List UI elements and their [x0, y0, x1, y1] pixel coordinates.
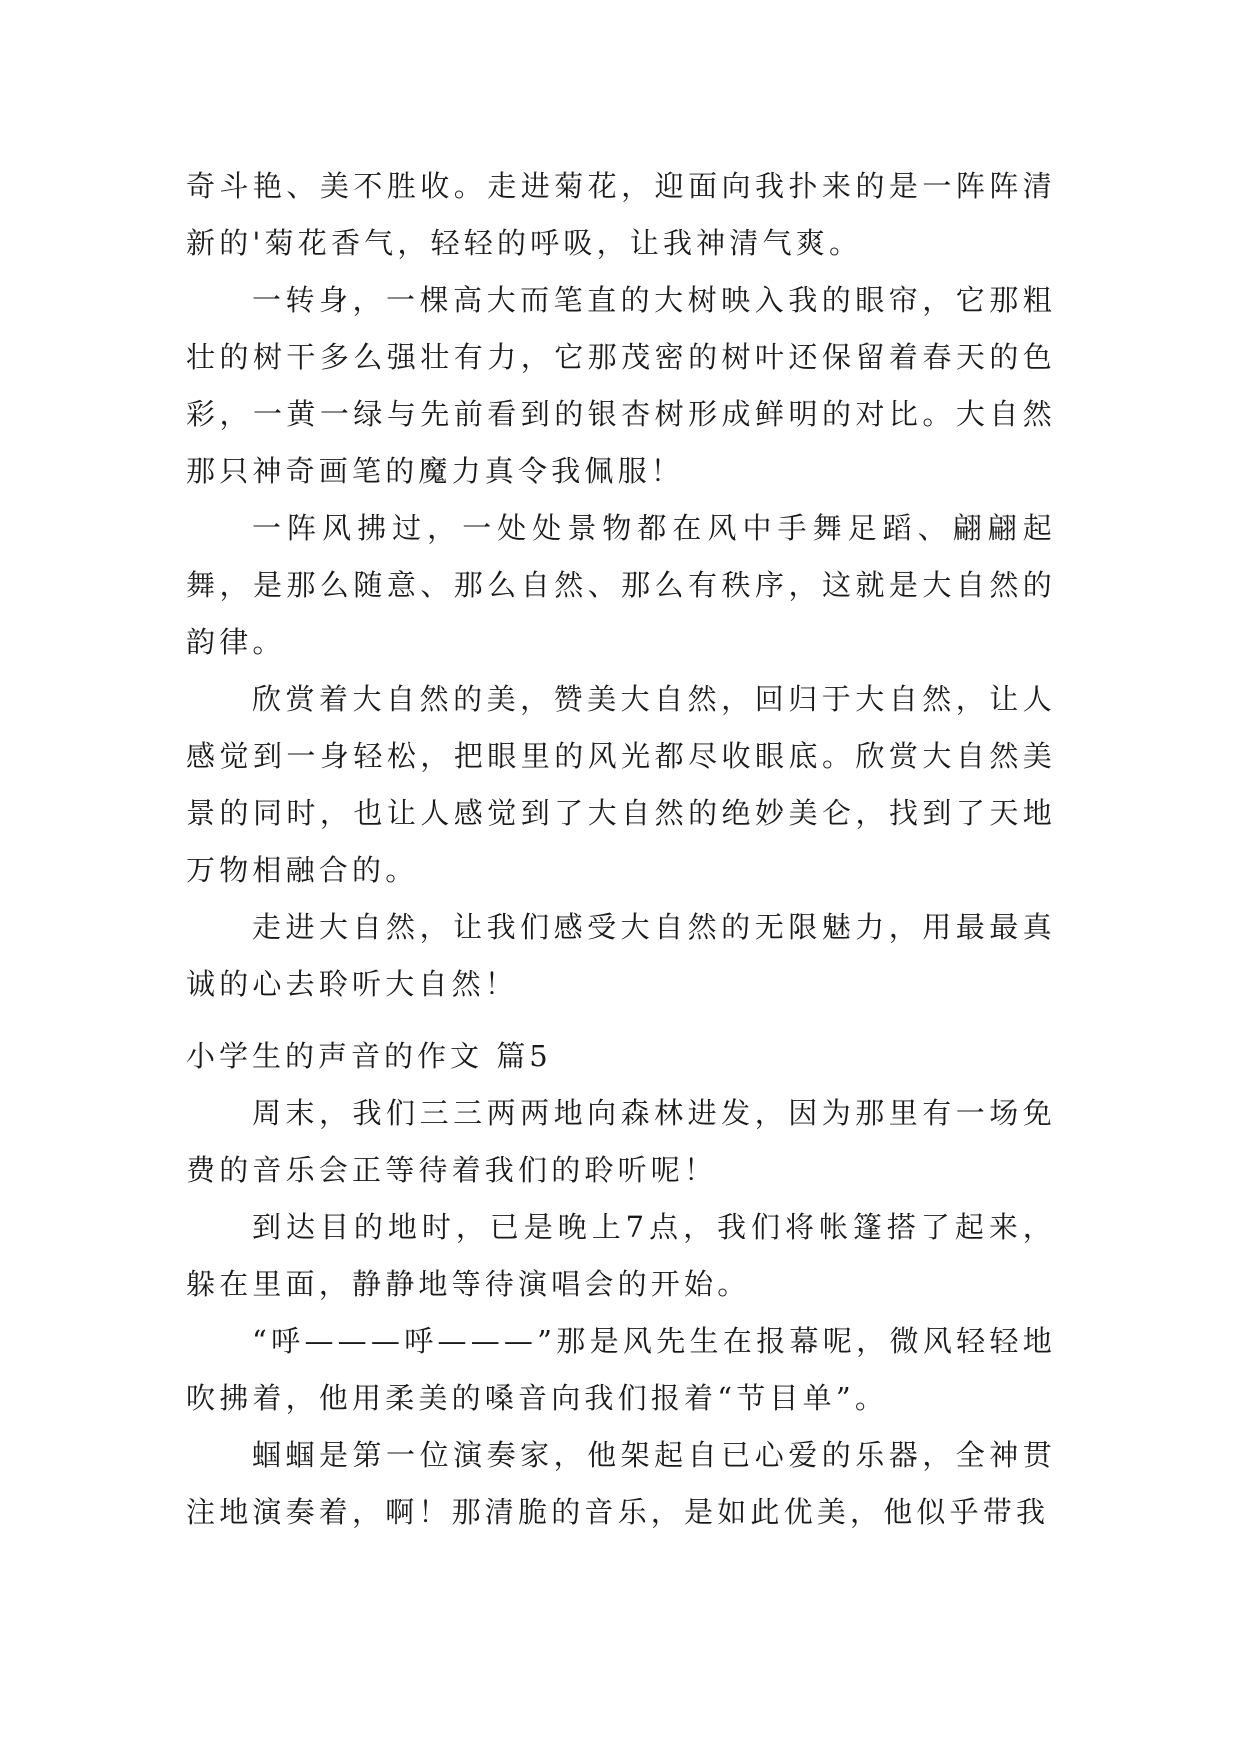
- text-block-lower: [186, 1085, 1056, 1541]
- paragraph-continued: 奇斗艳、美不胜收。走进菊花，迎面向我扑来的是一阵阵清新的'菊花香气，轻轻的呼吸，让我神清气爽。: [186, 169, 1056, 260]
- paragraph: 到达目的地时，已是晚上7点，我们将帐篷搭了起来，躲在里面，静静地等待演唱会的开始。: [186, 1210, 1056, 1301]
- paragraph: “呼———呼———”那是风先生在报幕呢，微风轻轻地吹拂着，他用柔美的嗓音向我们报着“节目单”。: [186, 1324, 1056, 1415]
- paragraph: 欣赏着大自然的美，赞美大自然，回归于大自然，让人感觉到一身轻松，把眼里的风光都尽收眼底。欣赏大自然美景的同时，也让人感觉到了大自然的绝妙美仑，找到了天地万物相融合的。: [186, 682, 1056, 887]
- section-heading: 小学生的声音的作文 篇5: [186, 1039, 552, 1073]
- paragraph: 一阵风拂过，一处处景物都在风中手舞足蹈、翩翩起舞，是那么随意、那么自然、那么有秩序，这就是大自然的韵律。: [186, 511, 1056, 659]
- paragraph: 一转身，一棵高大而笔直的大树映入我的眼帘，它那粗壮的树干多么强壮有力，它那茂密的树叶还保留着春天的色彩，一黄一绿与先前看到的银杏树形成鲜明的对比。大自然那只神奇画笔的魔力真令我佩服！: [186, 283, 1056, 488]
- paragraph: 蝈蝈是第一位演奏家，他架起自已心爱的乐器，全神贯注地演奏着，啊！那清脆的音乐，是如此优美，他似乎带我: [186, 1438, 1056, 1529]
- paragraph: 周末，我们三三两两地向森林进发，因为那里有一场免费的音乐会正等待着我们的聆听呢！: [186, 1096, 1056, 1187]
- text-block-upper: [186, 158, 1056, 1013]
- paragraph: 走进大自然，让我们感受大自然的无限魅力，用最最真诚的心去聆听大自然！: [186, 910, 1056, 1001]
